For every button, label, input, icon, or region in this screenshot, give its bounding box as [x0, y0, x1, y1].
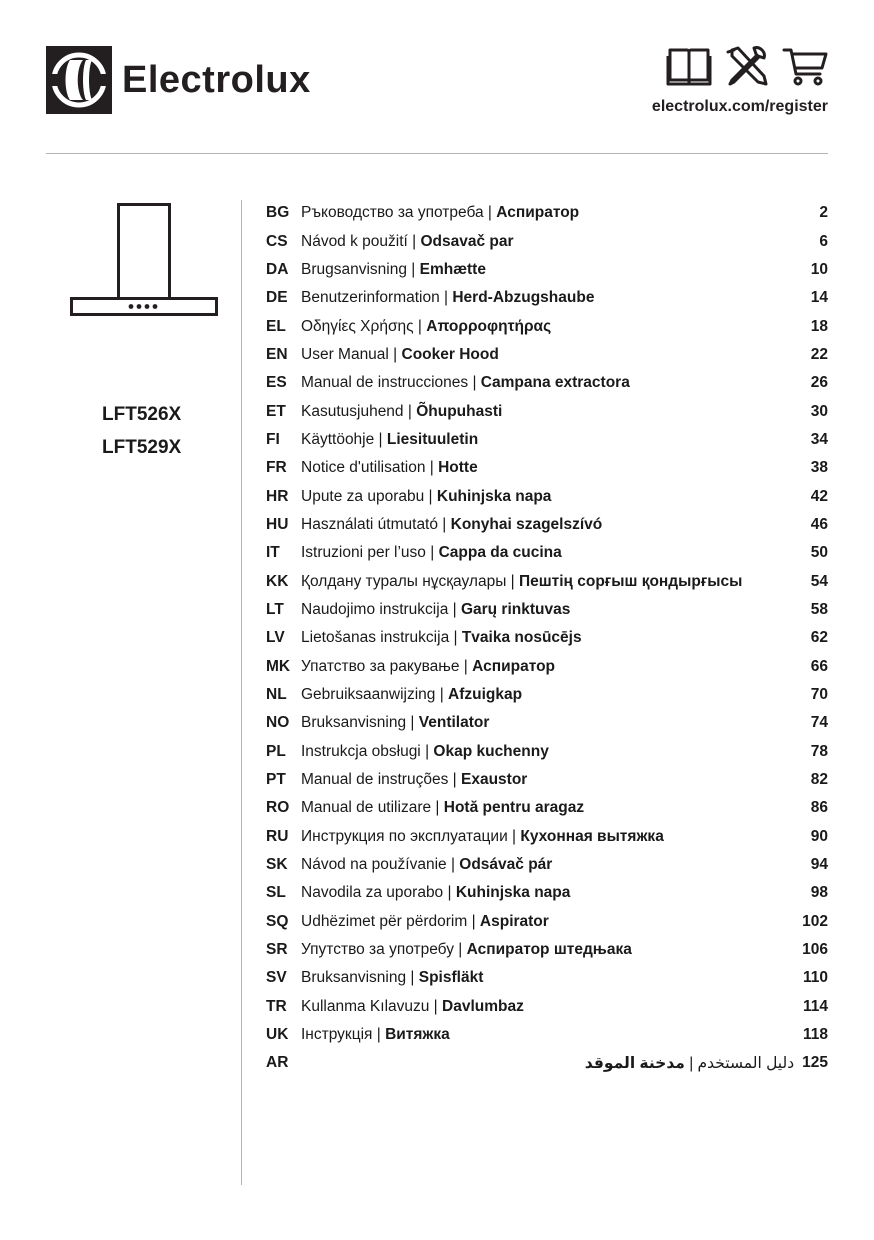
manual-title: [301, 233, 819, 251]
title-separator: |: [468, 374, 481, 392]
language-code: LV: [266, 629, 285, 647]
title-separator: |: [453, 941, 467, 959]
title-separator: |: [413, 317, 427, 335]
title-separator: |: [449, 629, 462, 647]
product-name: Ventilator: [418, 714, 490, 732]
toc-row-tr[interactable]: [266, 993, 828, 1021]
language-code: CS: [266, 232, 288, 250]
manual-title: [301, 204, 819, 222]
model-name: LFT529X: [102, 437, 182, 458]
title-separator: |: [459, 657, 473, 675]
toc-row-sk[interactable]: [266, 851, 828, 879]
toc-row-pl[interactable]: [266, 738, 828, 766]
page-number: 66: [810, 657, 828, 675]
language-code: PL: [266, 742, 286, 760]
manual-type: User Manual: [301, 345, 389, 363]
language-code: SK: [266, 856, 288, 874]
manual-type: Ръководство за употреба: [301, 204, 484, 222]
toc-row-hr[interactable]: [266, 482, 828, 510]
title-separator: |: [420, 742, 434, 760]
model-list: [102, 398, 181, 464]
toc-row-hu[interactable]: [266, 511, 828, 539]
toc-row-de[interactable]: [266, 284, 828, 312]
page-number: 70: [810, 686, 828, 704]
language-code: RO: [266, 799, 290, 817]
product-name: Emhætte: [419, 260, 486, 278]
page-number: 110: [802, 969, 828, 987]
manual-title: [301, 1054, 802, 1073]
language-code: MK: [266, 657, 291, 675]
manual-title: [301, 884, 811, 902]
page-number: 46: [810, 515, 828, 533]
language-code: NO: [266, 714, 290, 732]
toc-row-sl[interactable]: [266, 879, 828, 907]
header-divider: [46, 153, 828, 154]
manual-type: Notice d'utilisation: [301, 459, 426, 477]
manual-title: [301, 601, 811, 619]
toc-row-ru[interactable]: [266, 823, 828, 851]
title-separator: |: [435, 686, 449, 704]
title-separator: |: [407, 232, 421, 250]
title-separator: |: [406, 969, 419, 987]
manual-type: Benutzerinformation: [301, 289, 440, 307]
toc-row-it[interactable]: [266, 539, 828, 567]
title-separator: |: [388, 345, 402, 363]
language-code: DE: [266, 289, 288, 307]
page-number: 106: [802, 941, 828, 959]
manual-title: [301, 488, 811, 506]
language-code: SQ: [266, 912, 289, 930]
toc-row-bg[interactable]: [266, 199, 828, 227]
product-name: Аспиратор: [496, 204, 580, 222]
manual-type: Instrukcja obsługi: [301, 742, 421, 760]
manual-type: Bruksanvisning: [301, 714, 407, 732]
title-separator: |: [443, 884, 456, 902]
language-code: TR: [266, 997, 287, 1015]
manual-type: Naudojimo instrukcija: [301, 600, 449, 618]
title-separator: |: [448, 600, 461, 618]
manual-title: [301, 459, 811, 477]
toc-row-et[interactable]: [266, 397, 828, 425]
language-code: EN: [266, 345, 288, 363]
header-icons: [666, 44, 828, 88]
manual-title: [301, 431, 811, 449]
manual-title: [301, 403, 811, 421]
manual-type: Návod k použití: [301, 232, 408, 250]
page-number: 125: [802, 1054, 828, 1072]
title-separator: |: [425, 544, 439, 562]
product-name: Аспиратор штедњака: [466, 941, 632, 959]
title-separator: |: [439, 289, 453, 307]
page-number: 90: [810, 827, 828, 845]
page-number: 14: [810, 289, 828, 307]
title-separator: |: [507, 827, 521, 845]
manual-title: [301, 714, 811, 732]
page-number: 26: [810, 374, 828, 392]
product-name: Campana extractora: [480, 374, 630, 392]
manual-type: Manual de instruções: [301, 771, 449, 789]
product-name: Konyhai szagelszívó: [450, 515, 603, 533]
toc-row-nl[interactable]: [266, 681, 828, 709]
title-separator: |: [467, 912, 480, 930]
column-divider: [241, 200, 242, 1185]
toc-row-pt[interactable]: [266, 766, 828, 794]
manual-title: [301, 771, 811, 789]
manual-title: [301, 828, 811, 846]
title-separator: |: [406, 714, 419, 732]
language-code: FI: [266, 430, 280, 448]
manual-type: Manual de instrucciones: [301, 374, 469, 392]
page-number: 34: [810, 430, 828, 448]
manual-type: Manual de utilizare: [301, 799, 432, 817]
language-code: RU: [266, 827, 289, 845]
language-code: IT: [266, 544, 280, 562]
language-index: [266, 199, 828, 1078]
title-separator: |: [406, 260, 420, 278]
page-number: 94: [810, 856, 828, 874]
page-number: 6: [819, 232, 828, 250]
language-code: SV: [266, 969, 287, 987]
language-code: SR: [266, 941, 288, 959]
page-number: 18: [810, 317, 828, 335]
product-name: Απορροφητήρας: [426, 317, 552, 335]
tools-icon: [724, 44, 770, 88]
manual-title: [301, 346, 811, 364]
product-name: Hotă pentru aragaz: [443, 799, 585, 817]
manual-type: Brugsanvisning: [301, 260, 407, 278]
language-code: FR: [266, 459, 287, 477]
page-number: 74: [810, 714, 828, 732]
page-number: 38: [810, 459, 828, 477]
product-name: Odsávač pár: [459, 856, 553, 874]
title-separator: |: [506, 572, 519, 590]
manual-title: [301, 573, 811, 591]
manual-type: Használati útmutató: [301, 515, 438, 533]
toc-row-en[interactable]: [266, 341, 828, 369]
title-separator: |: [372, 1026, 386, 1044]
manual-type: Kullanma Kılavuzu: [301, 997, 430, 1015]
title-separator: |: [425, 459, 439, 477]
manual-title: [301, 516, 811, 534]
toc-row-da[interactable]: [266, 256, 828, 284]
manual-type: Käyttöohje: [301, 430, 375, 448]
manual-title: [301, 969, 803, 987]
language-code: KK: [266, 572, 289, 590]
toc-row-fr[interactable]: [266, 454, 828, 482]
manual-type: Lietošanas instrukcija: [301, 629, 450, 647]
manual-title: [301, 913, 802, 931]
electrolux-logo: [46, 46, 311, 114]
toc-row-ro[interactable]: [266, 794, 828, 822]
manual-title: [301, 374, 811, 392]
model-name: LFT526X: [102, 404, 182, 425]
product-name: Davlumbaz: [442, 997, 524, 1015]
manual-title: [301, 743, 811, 761]
language-code: LT: [266, 600, 284, 618]
product-name: Витяжка: [385, 1026, 450, 1044]
manual-title: [301, 998, 803, 1016]
manual-type: Қолдану туралы нұсқаулары: [301, 572, 507, 590]
electrolux-logo-mark: [46, 46, 112, 114]
product-name: Okap kuchenny: [433, 742, 549, 760]
product-name: Afzuigkap: [448, 686, 523, 704]
manual-type: Udhëzimet për përdorim: [301, 912, 468, 930]
toc-row-sr[interactable]: [266, 936, 828, 964]
product-name: Kuhinjska napa: [455, 884, 571, 902]
title-separator: |: [431, 799, 444, 817]
page-number: 22: [810, 345, 828, 363]
toc-row-fi[interactable]: [266, 426, 828, 454]
language-code: ET: [266, 402, 286, 420]
language-code: PT: [266, 771, 286, 789]
manual-type: Kasutusjuhend: [301, 402, 404, 420]
product-name: مدخنة الموقد: [584, 1054, 685, 1072]
language-code: SL: [266, 884, 286, 902]
product-name: Cooker Hood: [401, 345, 499, 363]
language-code: EL: [266, 317, 286, 335]
page-number: 114: [802, 997, 828, 1015]
toc-row-uk[interactable]: [266, 1021, 828, 1049]
manual-title: [301, 941, 802, 959]
manual-type: Инструкция по эксплуатации: [301, 827, 508, 845]
page-number: 82: [810, 771, 828, 789]
language-code: AR: [266, 1054, 289, 1072]
manual-type: Navodila za uporabo: [301, 884, 444, 902]
language-code: BG: [266, 204, 290, 222]
page-number: 30: [810, 402, 828, 420]
language-code: NL: [266, 686, 287, 704]
toc-row-ar[interactable]: [266, 1049, 828, 1077]
manual-type: Οδηγίες Χρήσης: [301, 317, 414, 335]
manual-title: [301, 799, 811, 817]
page-number: 78: [810, 742, 828, 760]
manual-type: Gebruiksaanwijzing: [301, 686, 436, 704]
title-separator: |: [483, 204, 497, 222]
book-icon: [666, 44, 712, 88]
title-separator: |: [448, 771, 461, 789]
language-code: HR: [266, 487, 289, 505]
page-number: 86: [810, 799, 828, 817]
toc-row-el[interactable]: [266, 312, 828, 340]
page-number: 98: [810, 884, 828, 902]
page-number: 42: [810, 487, 828, 505]
toc-row-mk[interactable]: [266, 653, 828, 681]
page-number: 50: [810, 544, 828, 562]
manual-type: Upute za uporabu: [301, 487, 425, 505]
product-name: Кухонная вытяжка: [520, 827, 664, 845]
manual-title: [301, 658, 811, 676]
title-separator: |: [684, 1054, 698, 1072]
language-code: HU: [266, 515, 289, 533]
manual-type: Інструкція: [301, 1026, 373, 1044]
language-code: DA: [266, 260, 289, 278]
toc-row-sv[interactable]: [266, 964, 828, 992]
manual-type: Istruzioni per l’uso: [301, 544, 426, 562]
manual-title: [301, 544, 811, 562]
manual-type: Упатство за ракување: [301, 657, 460, 675]
cooker-hood-illustration: [70, 203, 220, 323]
manual-type: دليل المستخدم: [697, 1054, 795, 1072]
toc-row-cs[interactable]: [266, 227, 828, 255]
page-number: 54: [810, 572, 828, 590]
product-name: Garų rinktuvas: [460, 600, 571, 618]
toc-row-kk[interactable]: [266, 567, 828, 595]
product-name: Spisfläkt: [418, 969, 484, 987]
product-name: Liesituuletin: [386, 430, 479, 448]
page-number: 118: [802, 1026, 828, 1044]
product-name: Cappa da cucina: [438, 544, 562, 562]
manual-type: Bruksanvisning: [301, 969, 407, 987]
brand-name: Electrolux: [122, 58, 311, 101]
product-name: Аспиратор: [472, 657, 556, 675]
manual-title: [301, 1026, 803, 1044]
manual-title: [301, 318, 811, 336]
title-separator: |: [424, 487, 437, 505]
toc-row-lv[interactable]: [266, 624, 828, 652]
product-name: Tvaika nosūcējs: [461, 629, 582, 647]
manual-title: [301, 856, 811, 874]
page-number: 10: [810, 260, 828, 278]
manual-title: [301, 686, 811, 704]
title-separator: |: [429, 997, 443, 1015]
manual-title: [301, 261, 811, 279]
title-separator: |: [403, 402, 417, 420]
title-separator: |: [438, 515, 451, 533]
manual-title: [301, 289, 811, 307]
page-number: 102: [802, 912, 828, 930]
language-code: ES: [266, 374, 287, 392]
title-separator: |: [446, 856, 460, 874]
product-name: Hotte: [438, 459, 478, 477]
language-code: UK: [266, 1026, 289, 1044]
cart-icon: [782, 44, 828, 88]
toc-row-es[interactable]: [266, 369, 828, 397]
manual-title: [301, 629, 811, 647]
product-name: Aspirator: [479, 912, 549, 930]
register-link[interactable]: electrolux.com/register: [651, 98, 828, 115]
manual-type: Návod na používanie: [301, 856, 447, 874]
product-name: Exaustor: [460, 771, 528, 789]
product-name: Пештің сорғыш қондырғысы: [518, 572, 743, 590]
page-number: 62: [810, 629, 828, 647]
manual-type: Упутство за употребу: [301, 941, 454, 959]
product-name: Õhupuhasti: [416, 402, 503, 420]
toc-row-lt[interactable]: [266, 596, 828, 624]
product-name: Odsavač par: [420, 232, 514, 250]
product-name: Kuhinjska napa: [436, 487, 552, 505]
toc-row-sq[interactable]: [266, 908, 828, 936]
title-separator: |: [374, 430, 387, 448]
product-name: Herd-Abzugshaube: [452, 289, 595, 307]
page-number: 58: [810, 600, 828, 618]
page-number: 2: [819, 204, 828, 222]
toc-row-no[interactable]: [266, 709, 828, 737]
